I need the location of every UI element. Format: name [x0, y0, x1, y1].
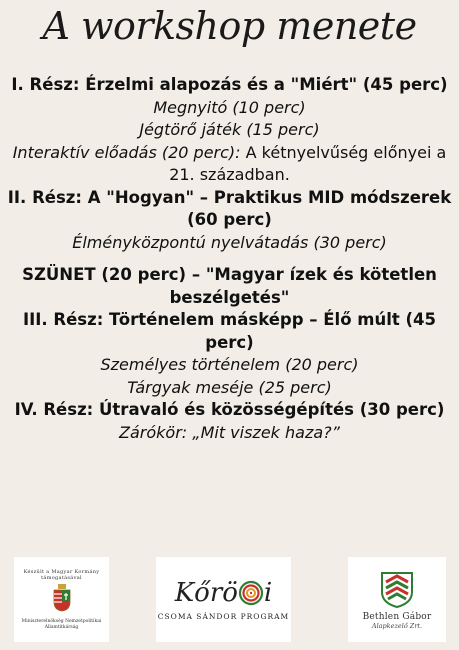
korosi-wordmark [175, 578, 273, 608]
ministry-logo-top-text: Készült a Magyar Kormány támogatásával [23, 568, 100, 581]
part4-heading: IV. Rész: Útravaló és közösségépítés (30 perc) [14, 400, 445, 419]
part1-heading: I. Rész: Érzelmi alapozás és a "Miért" (45 perc) [11, 75, 448, 94]
ministry-logo [14, 557, 109, 642]
hungarian-coat-of-arms-icon [52, 584, 72, 612]
part1-item-2: Jégtörő játék (15 perc) [139, 120, 320, 139]
part2-item-1: Élményközpontú nyelvátadás (30 perc) [72, 232, 387, 252]
korosi-word: Kőrö [174, 578, 238, 608]
agenda [6, 74, 453, 444]
bethlen-shield-icon [379, 570, 415, 608]
spiral-icon [238, 580, 264, 606]
bethlen-subtitle: Alapkezelő Zrt. [371, 621, 423, 630]
bethlen-name: Bethlen Gábor [362, 611, 432, 622]
bethlen-gabor-logo [348, 557, 446, 642]
page-title: A workshop menete [42, 4, 417, 48]
ministry-logo-bottom-text: Miniszterelnökség Nemzetpolitikai Államtitkárság [21, 618, 102, 630]
korosi-logo [156, 557, 291, 642]
korosi-word-end: i [263, 578, 273, 608]
part3-item-2: Tárgyak meséje (25 perc) [127, 377, 332, 397]
part4-item-1: Zárókör: „Mit viszek haza?” [119, 422, 340, 442]
part3-item-1: Személyes történelem (20 perc) [100, 355, 359, 374]
part2-heading: II. Rész: A "Hogyan" – Praktikus MID módszerek (60 perc) [7, 187, 452, 229]
korosi-subtitle: CSOMA SÁNDOR PROGRAM [157, 612, 290, 621]
part3-heading: III. Rész: Történelem másképp – Élő múlt (45 perc) [22, 310, 437, 352]
part1-item-1: Megnyitó (10 perc) [153, 97, 306, 117]
part1-item-3-label: Interaktív előadás (20 perc): [12, 142, 241, 162]
break-heading: SZÜNET (20 perc) – "Magyar ízek és kötetlen beszélgetés" [22, 265, 437, 307]
part1-item-3-text: A kétnyelvűség előnyei a 21. században. [169, 142, 447, 184]
part1-item-3 [6, 142, 453, 187]
